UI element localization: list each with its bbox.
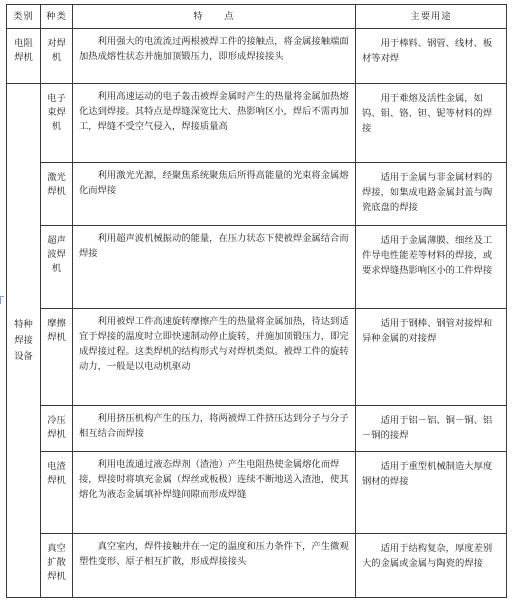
uses-cell: 适用于钢棒、钢管对接焊和异种金属的对接焊 (356, 308, 507, 406)
header-category: 类别 (7, 5, 41, 29)
uses-cell: 用于难熔及活性金属，如钨、钼、铬、钽、铌等材料的焊接 (356, 84, 507, 162)
page-margin-mark (0, 296, 4, 304)
table-row (7, 451, 507, 533)
type-cell: 超声波焊机 (41, 226, 73, 308)
type-cell: 激光焊机 (41, 162, 73, 226)
uses-cell: 用于棒料、钢管、线材、板材等对焊 (356, 28, 507, 84)
welding-equipment-table (6, 4, 507, 598)
uses-cell: 适用于金属薄膜、细丝及工件导电性能差等材料的焊接，或要求焊缝热影响区小的工件焊接 (356, 226, 507, 308)
features-cell: 利用高速运动的电子轰击被焊金属时产生的热量将金属加热熔化达到焊接。其特点是焊缝深宽比大、热影响区小，焊后不需再加工，焊缝不受空气侵入，焊接质量高 (73, 84, 356, 162)
table-row (7, 406, 507, 451)
table-row (7, 226, 507, 308)
header-row (7, 5, 507, 29)
uses-cell: 适用于金属与非金属材料的焊接，如集成电路金属封盖与陶瓷底盘的焊接 (356, 162, 507, 226)
category-cell (7, 84, 41, 598)
type-cell: 对焊机 (41, 28, 73, 84)
table-row (7, 308, 507, 406)
features-cell: 利用被焊工件高速旋转摩擦产生的热量将金属加热，待达到适宜于焊接的温度时立即快速制动停止旋转，并施加顶锻压力，即完成焊接过程。这类焊机的结构形式与对焊机类似。被焊工件的旋转动力，一般是以电动机驱动 (73, 308, 356, 406)
category-label: 特种焊接设备 (14, 318, 33, 362)
welding-equipment-table-page (6, 4, 506, 598)
uses-cell: 适用于结构复杂，厚度差别大的金属或金属与陶瓷的焊接 (356, 534, 507, 598)
features-cell: 利用强大的电流流过两根被焊工件的接触点，将金属接触端面加热成熔性状态并施加顶锻压力，即形成焊接接头 (73, 28, 356, 84)
features-cell: 真空室内，焊件接触并在一定的温度和压力条件下，产生微观塑性变形、原子相互扩散，形成焊接接头 (73, 534, 356, 598)
type-cell: 电子束焊机 (41, 84, 73, 162)
header-type: 种类 (41, 5, 73, 29)
table-row (7, 162, 507, 226)
table-row (7, 534, 507, 598)
category-cell: 电阻焊机 (7, 28, 41, 84)
uses-cell: 适用于重型机械制造大厚度钢材的焊接 (356, 451, 507, 533)
features-cell: 利用挤压机构产生的压力，将两被焊工件挤压达到分子与分子相互结合而焊接 (73, 406, 356, 451)
type-cell: 真空扩散焊机 (41, 534, 73, 598)
type-cell: 摩擦焊机 (41, 308, 73, 406)
type-cell: 电渣焊机 (41, 451, 73, 533)
uses-cell: 适用于铝－铝、铜－铜、铝－铜的接焊 (356, 406, 507, 451)
table-row (7, 28, 507, 84)
features-cell: 利用超声波机械振动的能量，在压力状态下使被焊金属结合而焊接 (73, 226, 356, 308)
table-row (7, 84, 507, 162)
features-cell: 利用激光光源，经聚焦系统聚焦后所得高能量的光束将金属熔化而焊接 (73, 162, 356, 226)
features-cell: 利用电流通过液态焊剂（渣池）产生电阻热使金属熔化而焊接，焊接时将填充金属（焊丝或板极）连续不断地送入渣池，使其熔化为液态金属填补焊缝间隙而形成焊缝 (73, 451, 356, 533)
header-uses: 主要用途 (356, 5, 507, 29)
type-cell: 冷压焊机 (41, 406, 73, 451)
header-features: 特 点 (73, 5, 356, 29)
